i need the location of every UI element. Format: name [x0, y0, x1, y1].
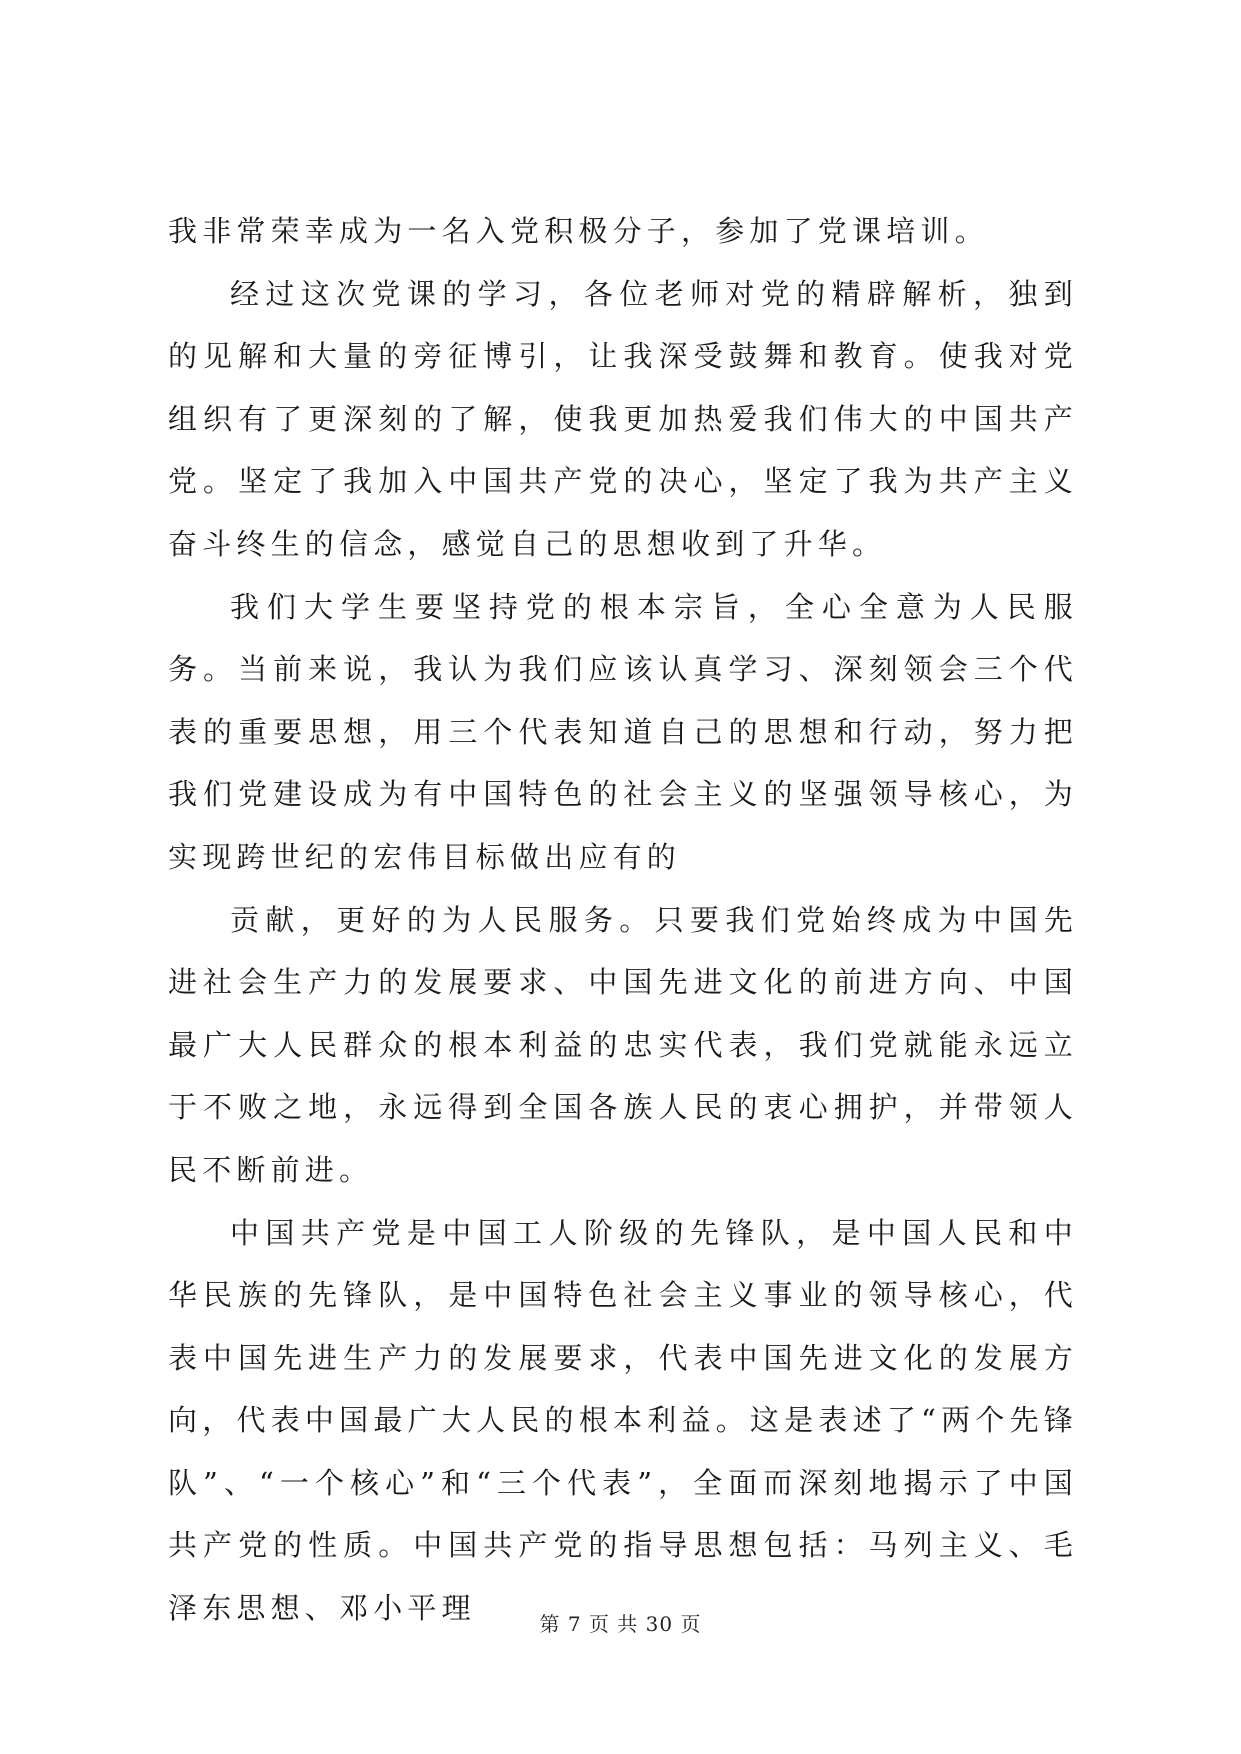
document-body [168, 200, 1078, 1640]
paragraph-5: 中国共产党是中国工人阶级的先锋队，是中国人民和中华民族的先锋队，是中国特色社会主义事业的领导核心，代表中国先进生产力的发展要求，代表中国先进文化的发展方向，代表中国最广大人民的根本利益。这是表述了“两个先锋队”、“一个核心”和“三个代表”，全面而深刻地揭示了中国共产党的性质。中国共产党的指导思想包括：马列主义、毛泽东思想、邓小平理 [168, 1215, 1078, 1626]
paragraph-4: 贡献，更好的为人民服务。只要我们党始终成为中国先进社会生产力的发展要求、中国先进文化的前进方向、中国最广大人民群众的根本利益的忠实代表，我们党就能永远立于不败之地，永远得到全国各族人民的衷心拥护，并带领人民不断前进。 [168, 902, 1078, 1187]
paragraph-2: 经过这次党课的学习，各位老师对党的精辟解析，独到的见解和大量的旁征博引，让我深受鼓舞和教育。使我对党组织有了更深刻的了解，使我更加热爱我们伟大的中国共产党。坚定了我加入中国共产党的决心，坚定了我为共产主义奋斗终生的信念，感觉自己的思想收到了升华。 [168, 276, 1078, 561]
page-number-footer: 第 7 页 共 30 页 [539, 1612, 702, 1636]
paragraph-1: 我非常荣幸成为一名入党积极分子，参加了党课培训。 [168, 214, 989, 248]
paragraph-3: 我们大学生要坚持党的根本宗旨，全心全意为人民服务。当前来说，我认为我们应该认真学习、深刻领会三个代表的重要思想，用三个代表知道自己的思想和行动，努力把我们党建设成为有中国特色的社会主义的坚强领导核心，为实现跨世纪的宏伟目标做出应有的 [168, 589, 1078, 874]
